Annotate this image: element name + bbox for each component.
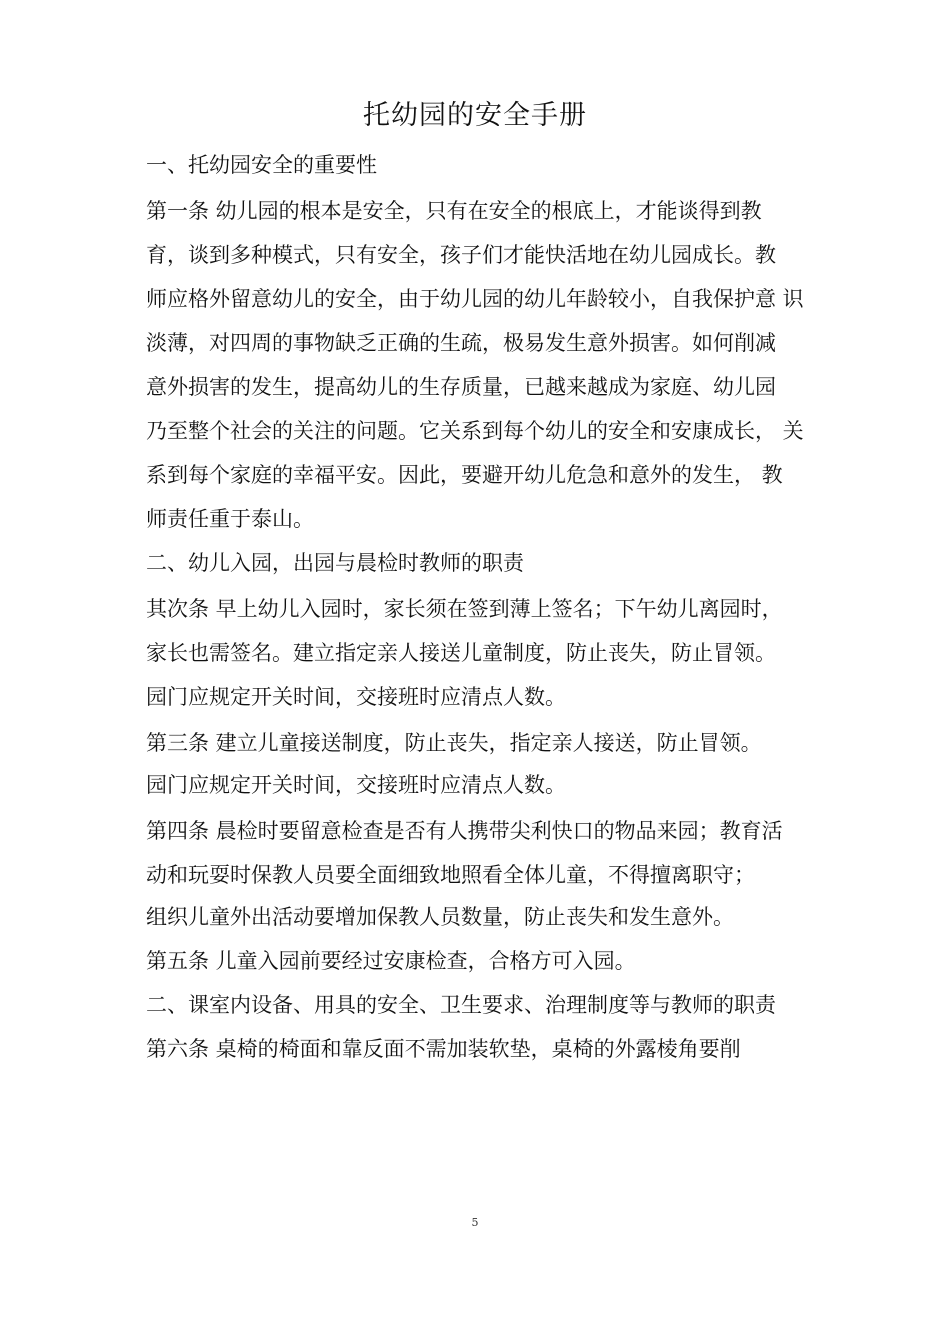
text-line: 第四条 晨检时要留意检查是否有人携带尖利快口的物品来园；教育活 [146, 819, 783, 843]
text-line: 组织儿童外出活动要增加保教人员数量，防止丧失和发生意外。 [146, 905, 734, 929]
page-number: 5 [471, 1216, 479, 1229]
text-line: 第一条 幼儿园的根本是安全，只有在安全的根底上，才能谈得到教 [146, 199, 762, 223]
text-line: 育，谈到多种模式，只有安全，孩子们才能快活地在幼儿园成长。教 [146, 243, 776, 267]
text-line: 淡薄，对四周的事物缺乏正确的生疏，极易发生意外损害。如何削减 [146, 331, 776, 355]
text-line: 乃至整个社会的关注的问题。它关系到每个幼儿的安全和安康成长， 关 [146, 419, 804, 443]
text-line: 第六条 桌椅的椅面和靠反面不需加装软垫，桌椅的外露棱角要削 [146, 1037, 741, 1061]
text-line: 园门应规定开关时间，交接班时应清点人数。 [146, 685, 566, 709]
text-line: 动和玩耍时保教人员要全面细致地照看全体儿童，不得擅离职守； [146, 863, 755, 887]
text-line: 其次条 早上幼儿入园时，家长须在签到薄上签名；下午幼儿离园时， [146, 597, 783, 621]
section-heading-1: 一、托幼园安全的重要性 [146, 153, 377, 177]
text-line: 园门应规定开关时间，交接班时应清点人数。 [146, 773, 566, 797]
text-line: 系到每个家庭的幸福平安。因此，要避开幼儿危急和意外的发生， 教 [146, 463, 783, 487]
text-line: 意外损害的发生，提高幼儿的生存质量，已越来越成为家庭、幼儿园 [146, 375, 776, 399]
text-line: 第三条 建立儿童接送制度，防止丧失，指定亲人接送，防止冒领。 [146, 731, 762, 755]
text-line: 第五条 儿童入园前要经过安康检查，合格方可入园。 [146, 949, 636, 973]
text-line: 师责任重于泰山。 [146, 507, 314, 531]
section-heading-2: 二、幼儿入园，出园与晨检时教师的职责 [146, 551, 524, 575]
text-line: 师应格外留意幼儿的安全，由于幼儿园的幼儿年龄较小，自我保护意 识 [146, 287, 804, 311]
section-heading-3: 二、课室内设备、用具的安全、卫生要求、治理制度等与教师的职责 [146, 993, 776, 1017]
text-line: 家长也需签名。建立指定亲人接送儿童制度，防止丧失，防止冒领。 [146, 641, 776, 665]
document-title: 托幼园的安全手册 [363, 100, 587, 131]
